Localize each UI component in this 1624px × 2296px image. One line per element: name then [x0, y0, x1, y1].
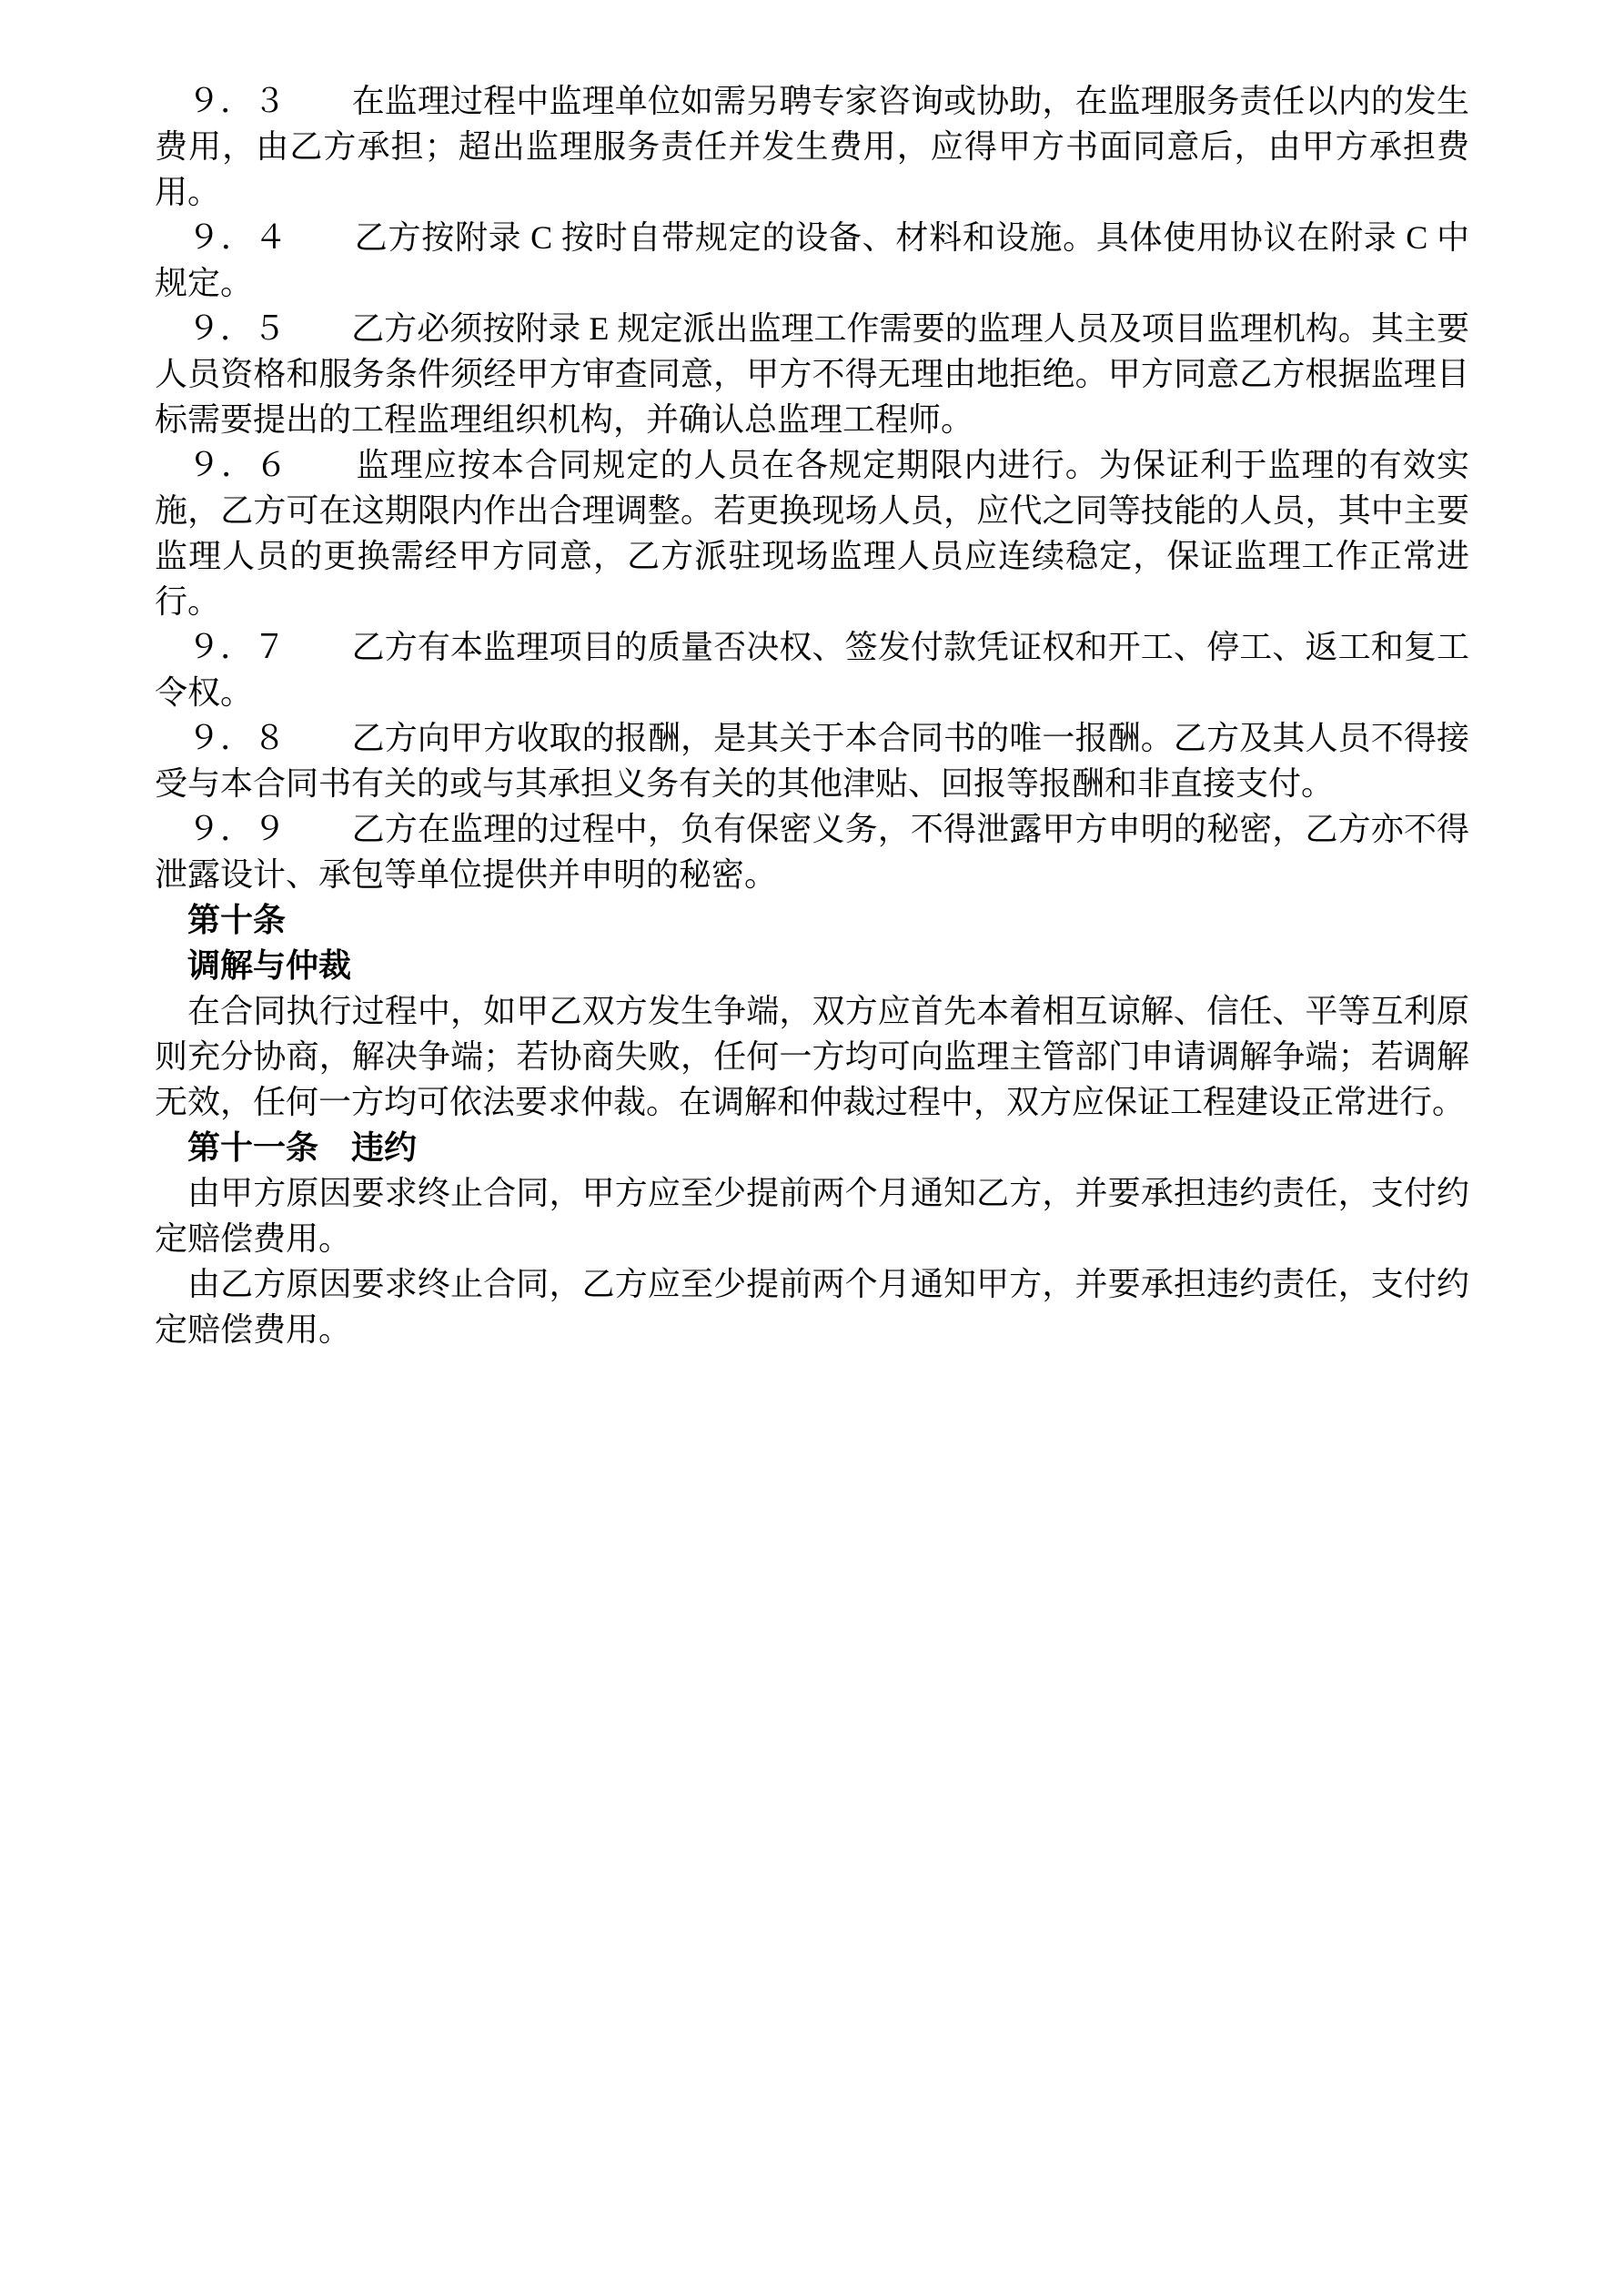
clause-9-3: ９．３ 在监理过程中监理单位如需另聘专家咨询或协助，在监理服务责任以内的发生费用，由乙方承担；超出监理服务责任并发生费用，应得甲方书面同意后，由甲方承担费用。 [155, 83, 1469, 210]
clause-9-7: ９．７ 乙方有本监理项目的质量否决权、签发付款凭证权和开工、停工、返工和复工令权。 [155, 629, 1469, 711]
clause-9-5: ９．５ 乙方必须按附录 E 规定派出监理工作需要的监理人员及项目监理机构。其主要人员资格和服务条件须经甲方审查同意，甲方不得无理由地拒绝。甲方同意乙方根据监理目标需要提出的工程监理组织机构，并确认总监理工程师。 [155, 310, 1469, 438]
article-10-heading: 第十条 [187, 901, 287, 938]
clause-9-4: ９．４ 乙方按附录 C 按时自带规定的设备、材料和设施。具体使用协议在附录 C 中规定。 [155, 219, 1469, 301]
article-11-para-party-a: 由甲方原因要求终止合同，甲方应至少提前两个月通知乙方，并要承担违约责任，支付约定赔偿费用。 [155, 1175, 1469, 1257]
article-10-subheading-mediation-arbitration: 调解与仲裁 [187, 946, 352, 984]
clause-9-9: ９．９ 乙方在监理的过程中，负有保密义务，不得泄露甲方申明的秘密，乙方亦不得泄露设计、承包等单位提供并申明的秘密。 [155, 811, 1469, 893]
article-11-heading-breach: 第十一条 违约 [187, 1128, 418, 1166]
article-10-body: 在合同执行过程中，如甲乙双方发生争端，双方应首先本着相互谅解、信任、平等互利原则充分协商，解决争端；若协商失败，任何一方均可向监理主管部门申请调解争端；若调解无效，任何一方均可依法要求仲裁。在调解和仲裁过程中，双方应保证工程建设正常进行。 [155, 993, 1469, 1120]
clause-9-8: ９．８ 乙方向甲方收取的报酬，是其关于本合同书的唯一报酬。乙方及其人员不得接受与本合同书有关的或与其承担义务有关的其他津贴、回报等报酬和非直接支付。 [155, 720, 1469, 802]
article-11-para-party-b: 由乙方原因要求终止合同，乙方应至少提前两个月通知甲方，并要承担违约责任，支付约定赔偿费用。 [155, 1266, 1469, 1348]
clause-9-6: ９．６ 监理应按本合同规定的人员在各规定期限内进行。为保证利于监理的有效实施，乙方可在这期限内作出合理调整。若更换现场人员，应代之同等技能的人员，其中主要监理人员的更换需经甲方同意，乙方派驻现场监理人员应连续稳定，保证监理工作正常进行。 [155, 447, 1469, 620]
